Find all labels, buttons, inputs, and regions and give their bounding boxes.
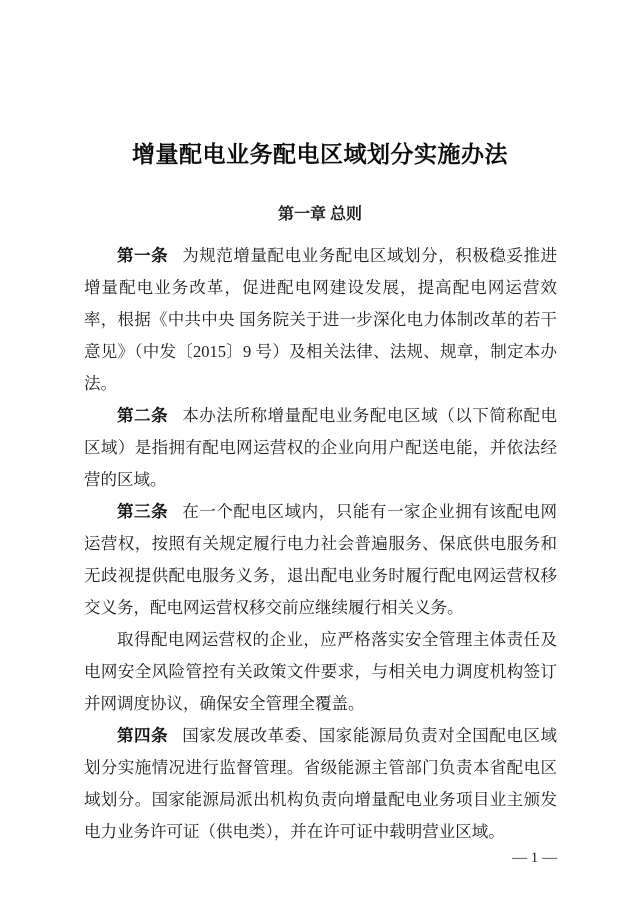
paragraph-text: 在一个配电区域内，只能有一家企业拥有该配电网运营权，按照有关规定履行电力社会普遍服务、保底供电服务和无歧视提供配电服务义务，退出配电业务时履行配电网运营权移交义务，配电网运营权移交前应继续履行相关义务。 (84, 502, 558, 617)
document-body (84, 240, 557, 848)
article-label: 第四条 (117, 726, 169, 745)
article-label: 第二条 (117, 406, 169, 425)
paragraph (84, 496, 557, 624)
paragraph (84, 400, 557, 496)
article-label: 第三条 (117, 502, 169, 521)
page-number: — 1 — (512, 850, 557, 866)
paragraph (84, 624, 557, 720)
paragraph (84, 720, 557, 848)
paragraph-text: 国家发展改革委、国家能源局负责对全国配电区域划分实施情况进行监督管理。省级能源主管部门负责本省配电区域划分。国家能源局派出机构负责向增量配电业务项目业主颁发电力业务许可证（供电类），并在许可证中载明营业区域。 (84, 726, 558, 841)
paragraph-text: 取得配电网运营权的企业，应严格落实安全管理主体责任及电网安全风险管控有关政策文件要求，与相关电力调度机构签订并网调度协议，确保安全管理全覆盖。 (84, 630, 557, 713)
paragraph-text: 为规范增量配电业务配电区域划分，积极稳妥推进增量配电业务改革，促进配电网建设发展，提高配电网运营效率，根据《中共中央 国务院关于进一步深化电力体制改革的若干意见》（中发〔2015〕9 号）及相关法律、法规、规章，制定本办法。 (84, 246, 558, 393)
document-title: 增量配电业务配电区域划分实施办法 (132, 142, 508, 167)
paragraph (84, 240, 557, 400)
paragraph-text: 本办法所称增量配电业务配电区域（以下简称配电区域）是指拥有配电网运营权的企业向用户配送电能，并依法经营的区域。 (84, 406, 558, 489)
chapter-heading: 第一章 总则 (277, 206, 362, 223)
article-label: 第一条 (117, 246, 169, 265)
